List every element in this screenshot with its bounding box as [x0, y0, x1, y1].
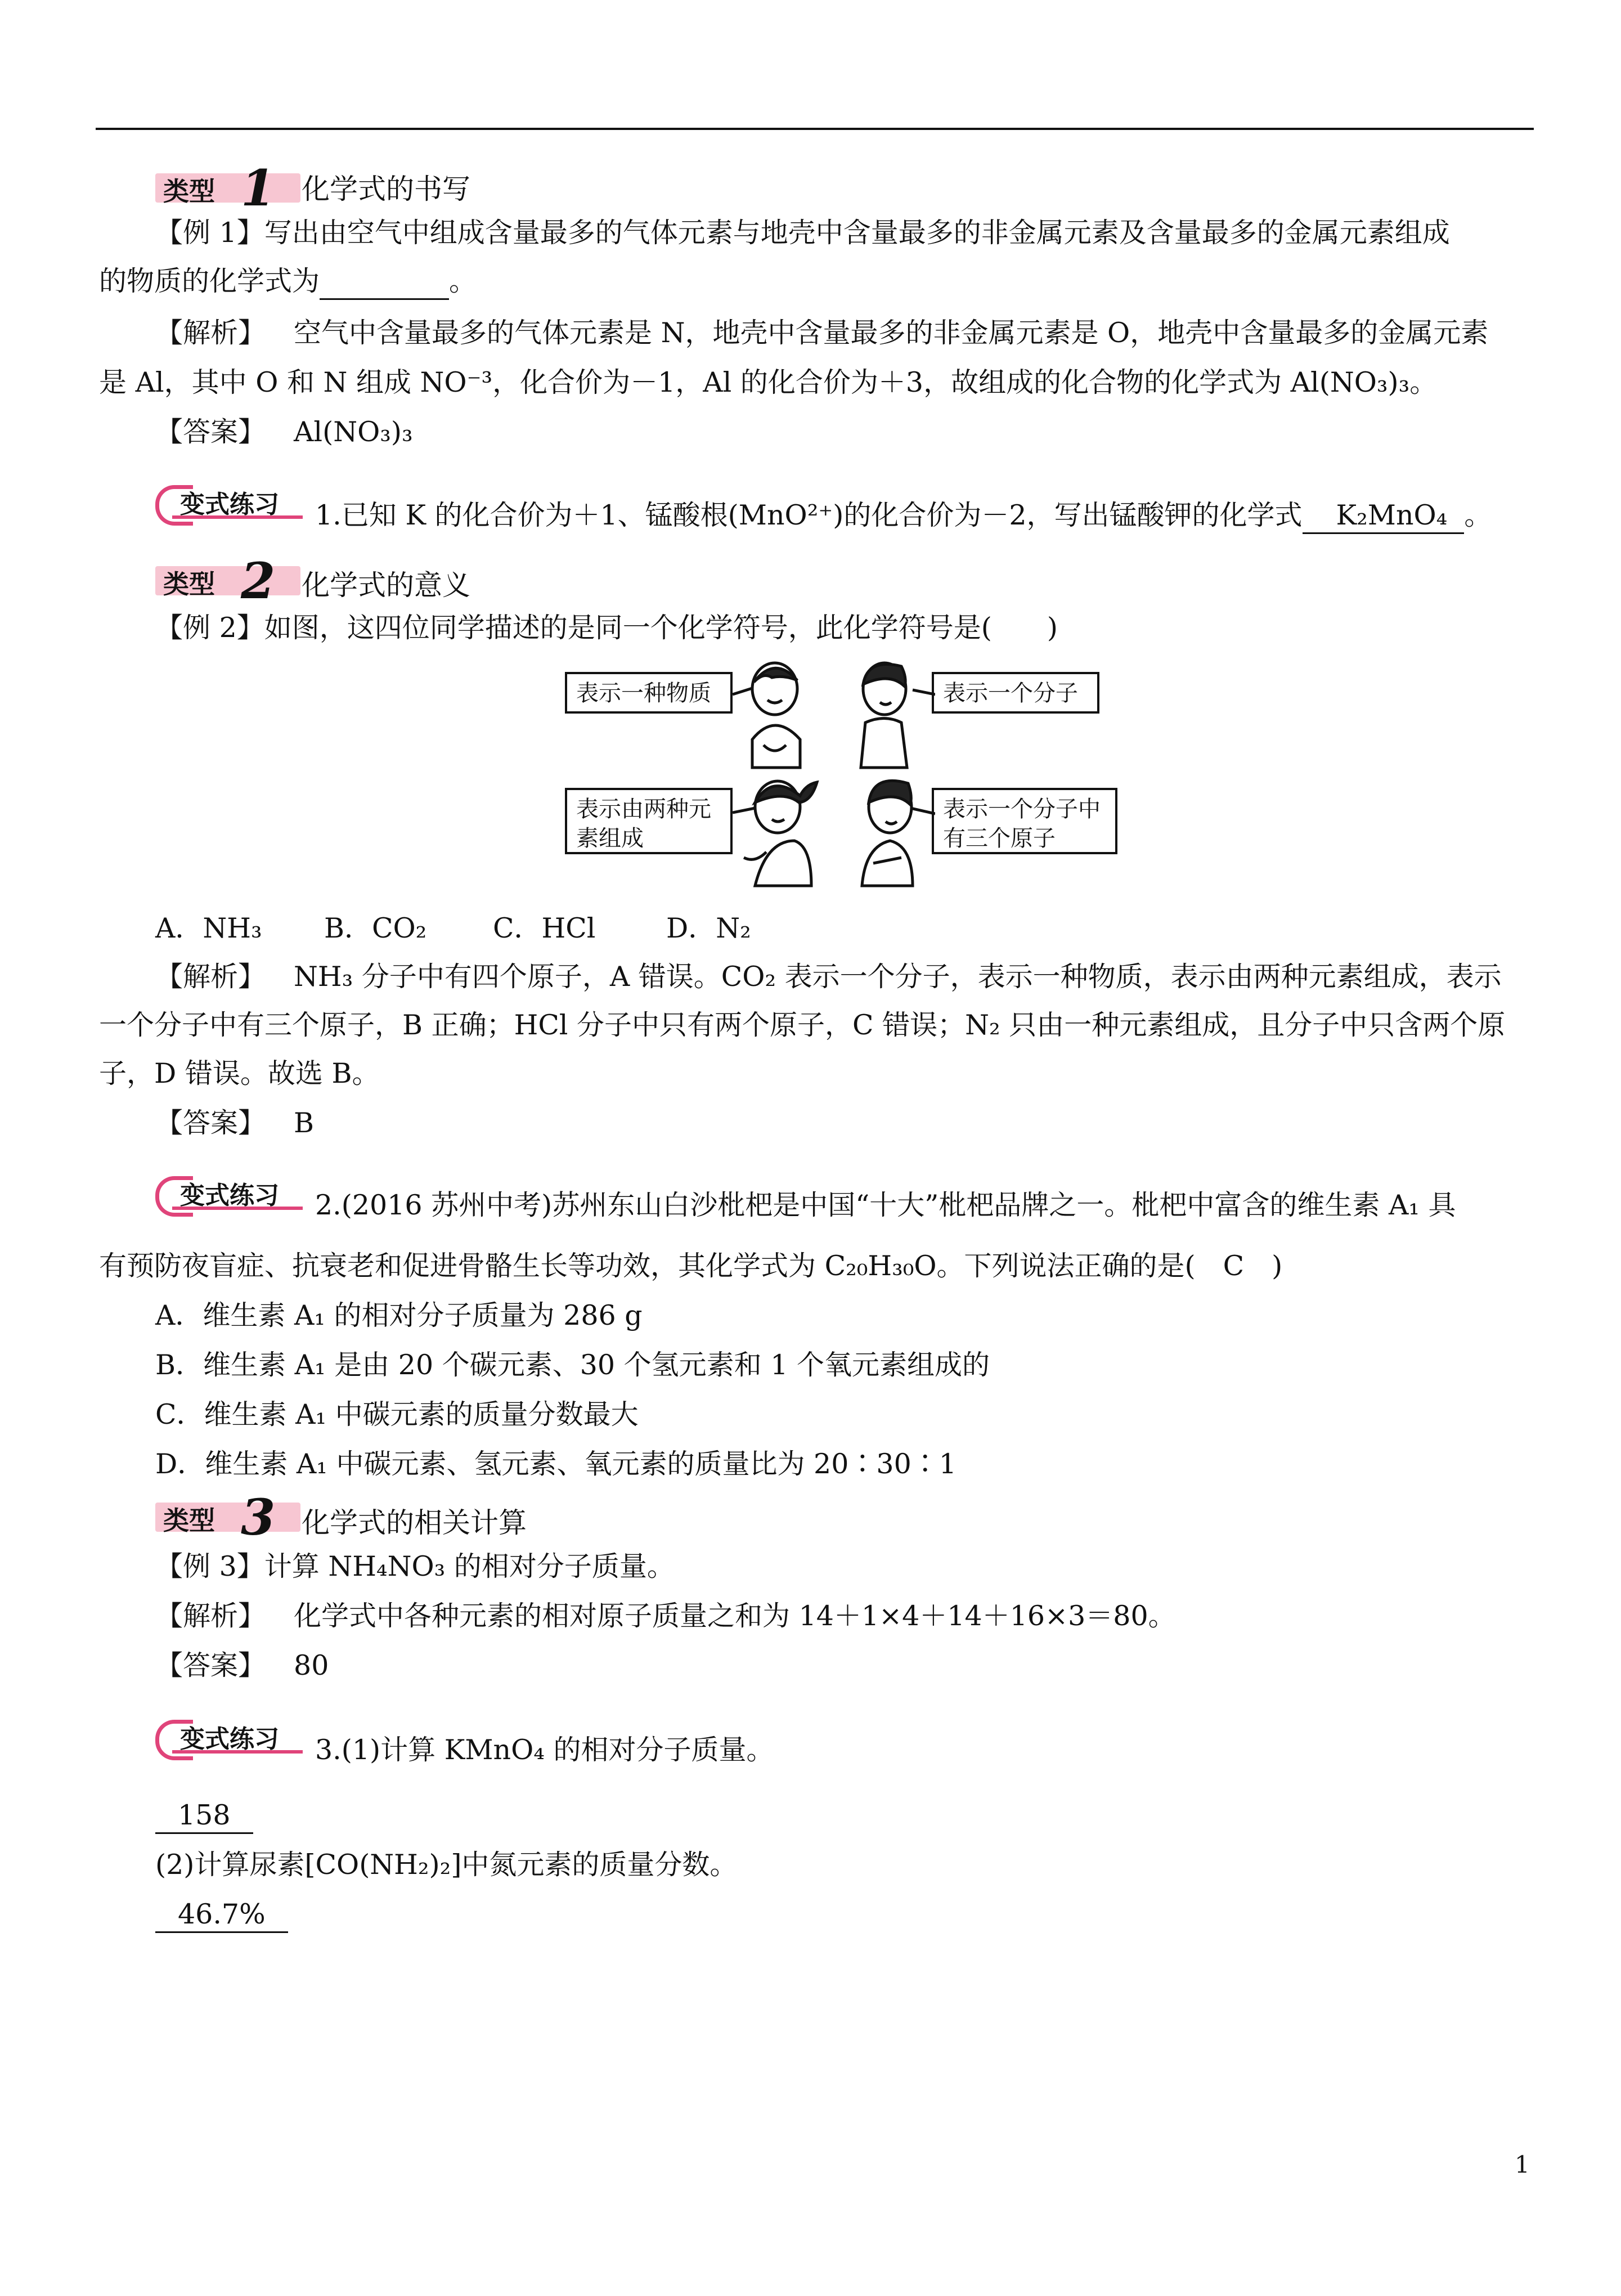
- ex1-question-text: 的物质的化学式为: [99, 265, 320, 297]
- ex1-answer-blank: [320, 264, 449, 300]
- var3-a1-line: [155, 1799, 253, 1834]
- ex1-question-line2: [99, 264, 477, 300]
- ex2-option-b: B．CO₂: [324, 912, 427, 944]
- ex3-question: 【例 3】计算 NH₄NO₃ 的相对分子质量。: [155, 1550, 675, 1582]
- ex1-analysis-line2: 是 Al，其中 O 和 N 组成 NO⁻³，化合价为－1，Al 的化合价为＋3，故组成的化合物的化学式为 Al(NO₃)₃。: [99, 366, 1438, 398]
- var1-end: 。: [1464, 499, 1492, 531]
- ex2-option-d: D．N₂: [666, 912, 751, 944]
- type-title-2: 化学式的意义: [302, 569, 470, 602]
- type-badge-label: 类型: [163, 1505, 215, 1536]
- student-top-left: [733, 663, 800, 768]
- type-badge-number: 2: [241, 551, 276, 610]
- ex2-analysis-tag: 【解析】: [155, 961, 266, 993]
- ex2-analysis-line1: [155, 960, 1502, 994]
- ex3-analysis-line: [155, 1599, 1176, 1633]
- ex1-question-line1: 【例 1】写出由空气中组成含量最多的气体元素与地壳中含量最多的非金属元素及含量最多的金属元素组成: [155, 217, 1450, 249]
- page-number: 1: [1515, 2151, 1530, 2178]
- var3-q1: 3.(1)计算 KMnO₄ 的相对分子质量。: [315, 1734, 774, 1766]
- ex1-answer: Al(NO₃)₃: [294, 416, 413, 448]
- var2-option-a: A．维生素 A₁ 的相对分子质量为 286 g: [155, 1299, 643, 1331]
- var3-a1: 158: [155, 1799, 253, 1834]
- var3-q2: (2)计算尿素[CO(NH₂)₂]中氮元素的质量分数。: [155, 1849, 738, 1881]
- type-badge-number: 1: [241, 159, 276, 217]
- type-title-1: 化学式的书写: [302, 173, 470, 205]
- type-badge-2: [155, 551, 300, 610]
- ex1-answer-line: [155, 415, 413, 449]
- variant-badge-label: 变式练习: [180, 1181, 279, 1210]
- ex2-option-c: C．HCl: [493, 912, 596, 944]
- ex3-answer-tag: 【答案】: [155, 1649, 266, 1681]
- type-title-3: 化学式的相关计算: [302, 1506, 527, 1539]
- ex1-question-end: 。: [449, 265, 477, 297]
- var3-a2-line: [155, 1898, 288, 1933]
- ex2-analysis-line3: 子，D 错误。故选 B。: [99, 1057, 380, 1089]
- variant-badge-1: [155, 482, 307, 521]
- var2-line2: 有预防夜盲症、抗衰老和促进骨骼生长等功效，其化学式为 C₂₀H₃₀O。下列说法正确的是( C ): [99, 1250, 1283, 1282]
- ex2-answer-tag: 【答案】: [155, 1107, 266, 1139]
- ex2-analysis-text1: NH₃ 分子中有四个原子，A 错误。CO₂ 表示一个分子，表示一种物质，表示由两种元素组成，表示: [294, 961, 1502, 993]
- var2-option-d: D．维生素 A₁ 中碳元素、氢元素、氧元素的质量比为 20∶30∶1: [155, 1448, 957, 1480]
- ex3-answer-line: [155, 1649, 329, 1683]
- var1-text: 1.已知 K 的化合价为＋1、锰酸根(MnO²⁺)的化合价为－2，写出锰酸钾的化学式: [315, 499, 1303, 531]
- var3-a2: 46.7%: [155, 1898, 288, 1933]
- var2-line1: 2.(2016 苏州中考)苏州东山白沙枇杷是中国“十大”枇杷品牌之一。枇杷中富含的维生素 A₁ 具: [315, 1189, 1456, 1221]
- student-bottom-right: [862, 781, 935, 886]
- ex3-analysis-text: 化学式中各种元素的相对原子质量之和为 14＋1×4＋14＋16×3＝80。: [294, 1600, 1176, 1632]
- variant-badge-label: 变式练习: [180, 1725, 279, 1754]
- var2-option-c: C．维生素 A₁ 中碳元素的质量分数最大: [155, 1398, 639, 1430]
- var2-option-b: B．维生素 A₁ 是由 20 个碳元素、30 个氢元素和 1 个氧元素组成的: [155, 1349, 990, 1381]
- ex1-analysis-tag: 【解析】: [155, 317, 266, 349]
- student-bottom-left: [733, 781, 817, 886]
- var1-question: [315, 499, 1492, 534]
- bubble-substance: 表示一种物质: [565, 672, 733, 714]
- bubble-molecule: 表示一个分子: [932, 672, 1099, 714]
- type-badge-3: [155, 1488, 300, 1546]
- bubble-three-atoms: 表示一个分子中有三个原子: [932, 788, 1117, 854]
- students-illustration: [733, 655, 935, 891]
- variant-badge-2: [155, 1173, 307, 1212]
- ex2-analysis-line2: 一个分子中有三个原子，B 正确；HCl 分子中只有两个原子，C 错误；N₂ 只由一种元素组成，且分子中只含两个原: [99, 1009, 1506, 1041]
- variant-badge-3: [155, 1716, 307, 1756]
- ex1-analysis-line1: [155, 316, 1488, 350]
- ex3-answer: 80: [294, 1649, 329, 1681]
- type-badge-number: 3: [241, 1488, 276, 1546]
- student-top-right: [861, 663, 935, 768]
- ex1-answer-tag: 【答案】: [155, 416, 266, 448]
- type-badge-label: 类型: [163, 176, 215, 207]
- type-badge-1: [155, 159, 300, 217]
- top-rule: [96, 128, 1534, 130]
- ex3-analysis-tag: 【解析】: [155, 1600, 266, 1632]
- ex2-question: 【例 2】如图，这四位同学描述的是同一个化学符号，此化学符号是( ): [155, 612, 1058, 644]
- ex2-answer-line: [155, 1106, 314, 1140]
- ex2-answer: B: [294, 1107, 315, 1139]
- variant-badge-label: 变式练习: [180, 490, 279, 519]
- bubble-two-elements: 表示由两种元素组成: [565, 788, 733, 854]
- ex2-option-a: A．NH₃: [155, 912, 262, 944]
- ex1-analysis-text1: 空气中含量最多的气体元素是 N，地壳中含量最多的非金属元素是 O，地壳中含量最多的金属元素: [294, 317, 1489, 349]
- type-badge-label: 类型: [163, 569, 215, 599]
- var1-answer: K₂MnO₄: [1303, 499, 1465, 534]
